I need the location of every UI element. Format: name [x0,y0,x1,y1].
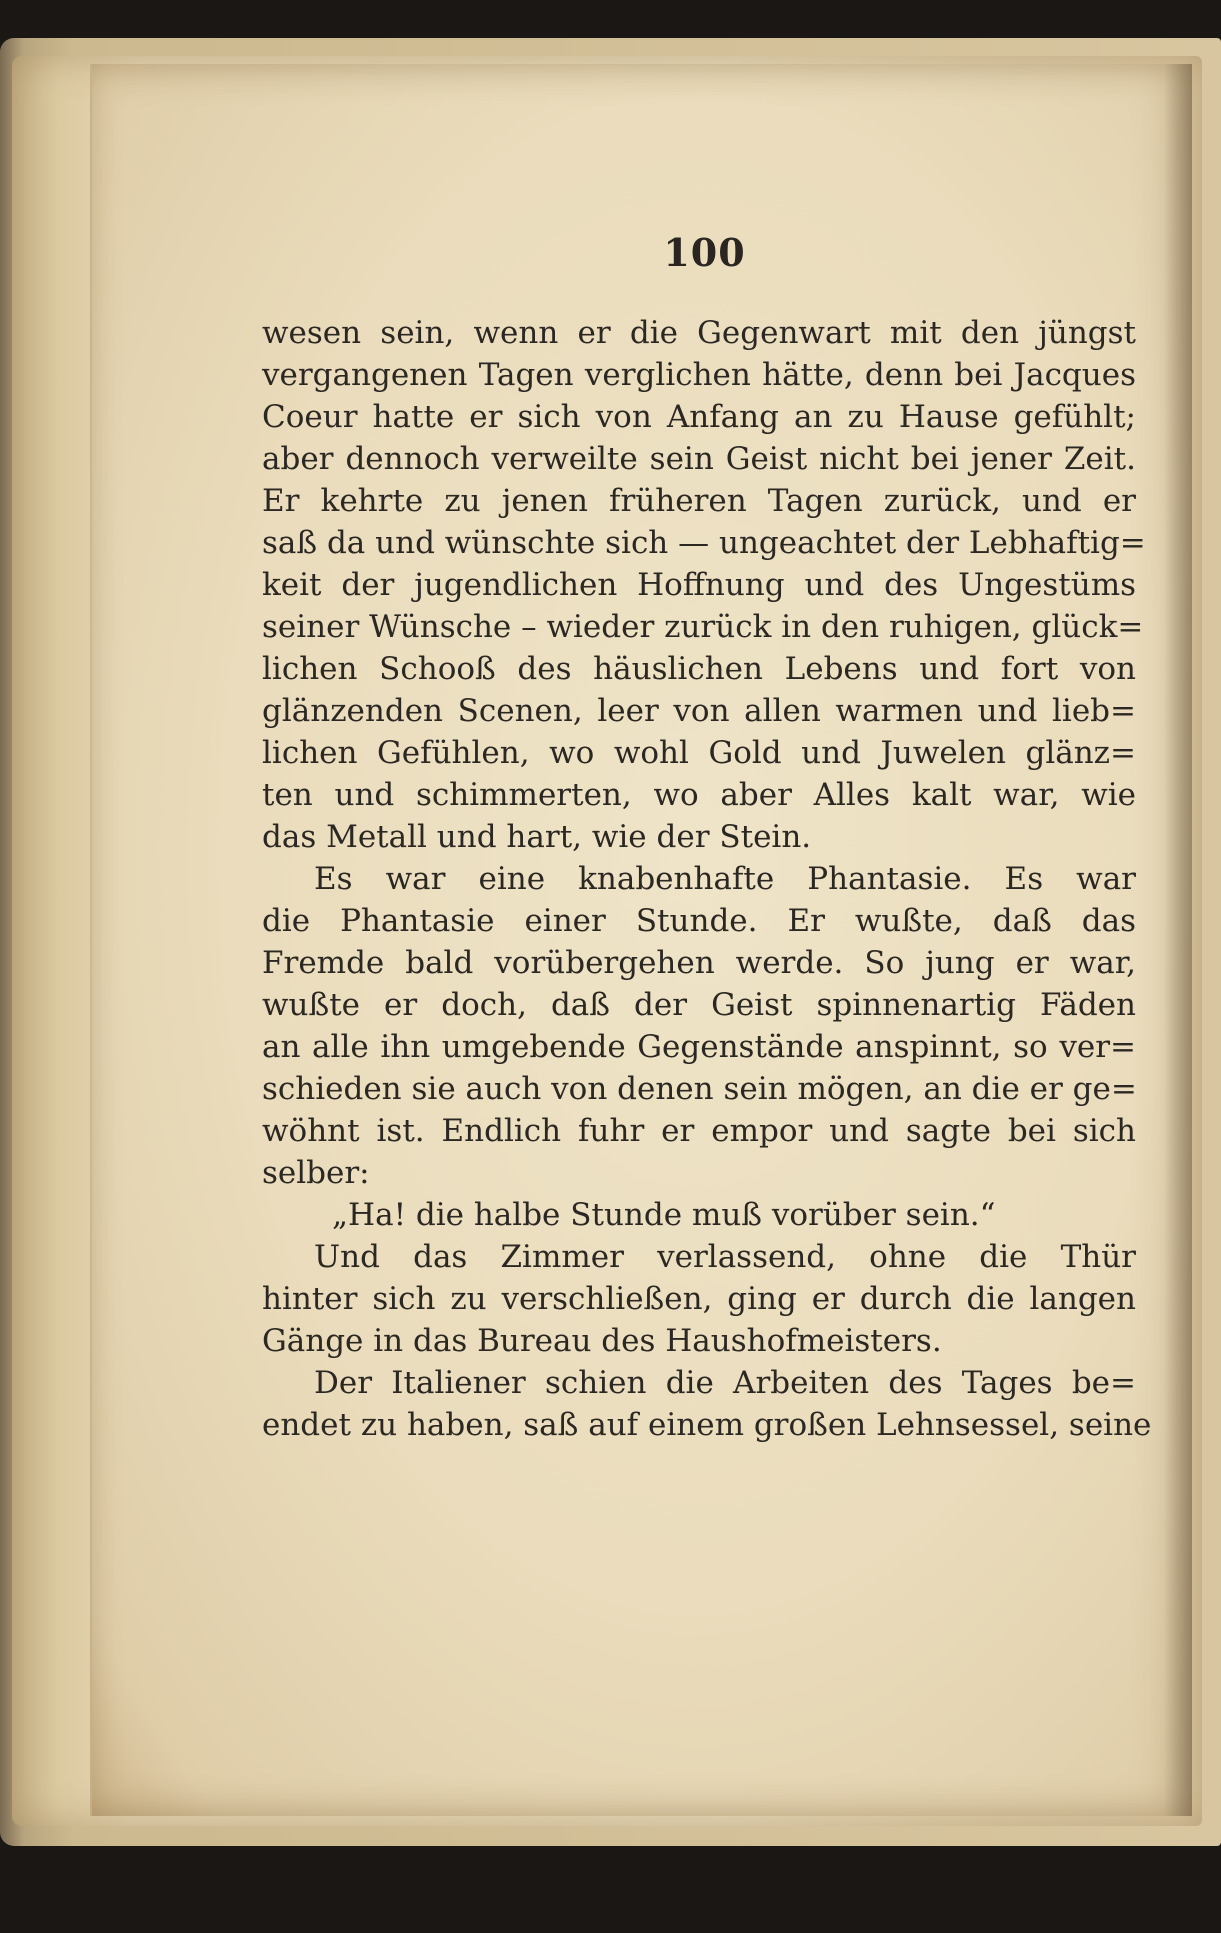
text-line: Coeur hatte er sich von Anfang an zu Hause gefühlt; [262,399,1136,435]
text-line: lichen Schooß des häuslichen Lebens und fort von [262,651,1136,687]
text-line: Fremde bald vorübergehen werde. So jung er war, [262,945,1136,981]
page-number-text: 100 [663,230,746,275]
text-line: schieden sie auch von denen sein mögen, an die er ge= [262,1071,1137,1107]
text-line: das Metall und hart, wie der Stein. [262,819,812,855]
text-line: Es war eine knabenhafte Phantasie. Es war [314,861,1136,897]
text-line: ten und schimmerten, wo aber Alles kalt war, wie [262,777,1136,813]
page-number [0,230,1221,275]
text-line: seiner Wünsche – wieder zurück in den ruhigen, glück= [262,609,1144,645]
text-line: vergangenen Tagen verglichen hätte, denn bei Jacques [262,357,1136,393]
page-gutter-shadow [1164,64,1192,1816]
text-line: aber dennoch verweilte sein Geist nicht bei jener Zeit. [262,441,1136,477]
text-line: wöhnt ist. Endlich fuhr er empor und sagte bei sich [262,1113,1136,1149]
text-line: Er kehrte zu jenen früheren Tagen zurück, und er [262,483,1136,519]
text-line: lichen Gefühlen, wo wohl Gold und Juwelen glänz= [262,735,1136,771]
text-line: an alle ihn umgebende Gegenstände anspinnt, so ver= [262,1029,1136,1065]
text-line: keit der jugendlichen Hoffnung und des Ungestüms [262,567,1136,603]
text-line: wesen sein, wenn er die Gegenwart mit den jüngst [262,315,1136,351]
text-line: saß da und wünschte sich — ungeachtet der Lebhaftig= [262,525,1146,561]
text-line: hinter sich zu verschließen, ging er durch die langen [262,1281,1136,1317]
text-line: die Phantasie einer Stunde. Er wußte, daß das [262,903,1136,939]
body-text [262,312,1152,1446]
text-line: „Ha! die halbe Stunde muß vorüber sein.“ [332,1197,996,1233]
text-line: Gänge in das Bureau des Haushofmeisters. [262,1323,942,1359]
text-line: wußte er doch, daß der Geist spinnenartig Fäden [262,987,1136,1023]
text-line: endet zu haben, saß auf einem großen Lehnsessel, seine [262,1407,1152,1443]
text-line: glänzenden Scenen, leer von allen warmen und lieb= [262,693,1136,729]
text-line: Und das Zimmer verlassend, ohne die Thür [314,1239,1136,1275]
text-line: Der Italiener schien die Arbeiten des Tages be= [314,1365,1136,1401]
text-line: selber: [262,1155,370,1191]
